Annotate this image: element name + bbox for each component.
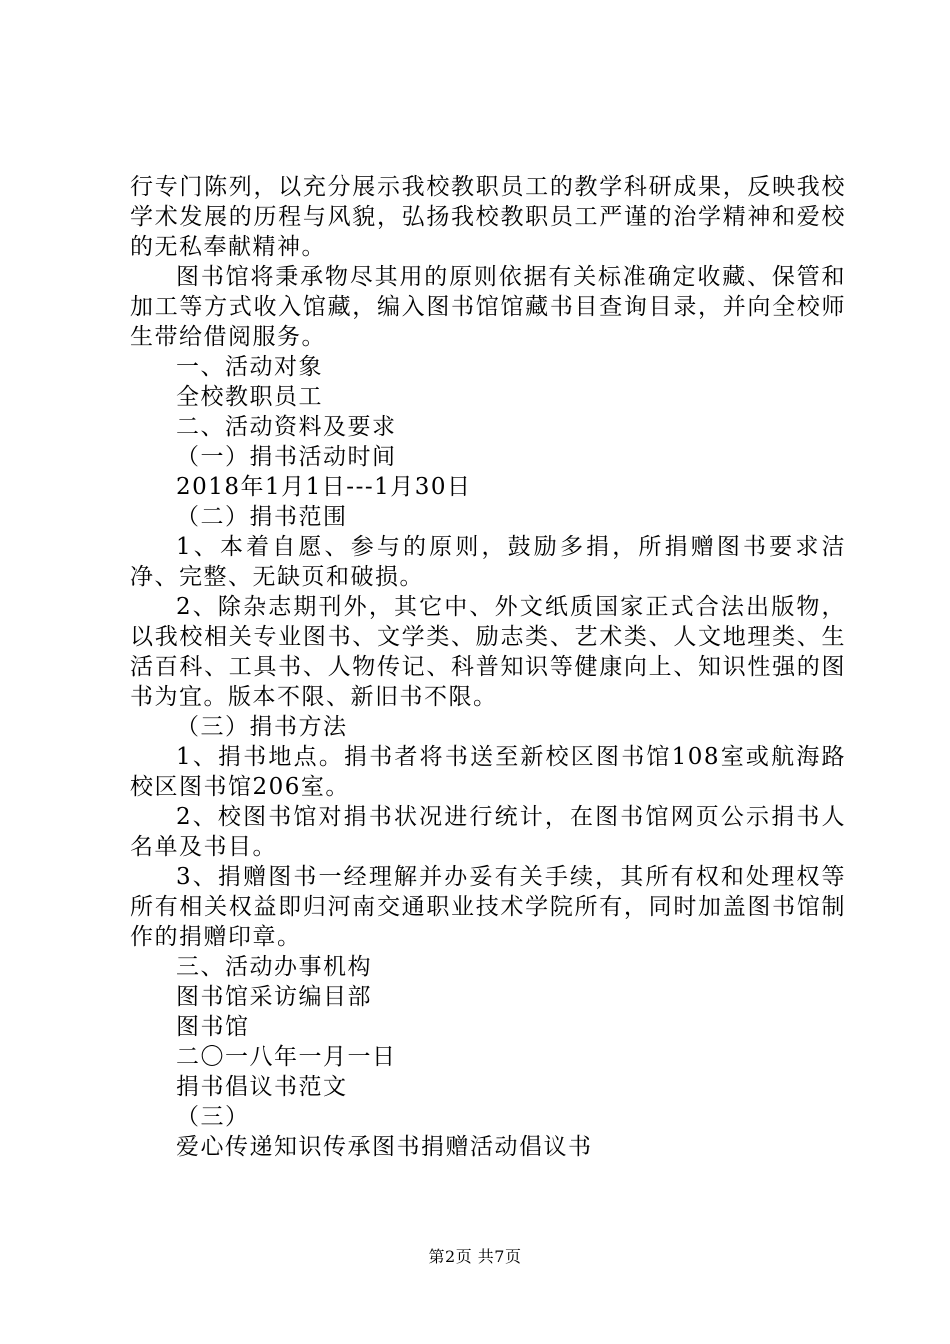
paragraph: 行专门陈列，以充分展示我校教职员工的教学科研成果，反映我校学术发展的历程与风貌，弘扬我校教职员工严谨的治学精神和爱校的无私奉献精神。 — [130, 174, 846, 260]
date-line: 二〇一八年一月一日 — [176, 1044, 397, 1070]
paragraph: 图书馆将秉承物尽其用的原则依据有关标准确定收藏、保管和加工等方式收入馆藏，编入图书馆馆藏书目查询目录，并向全校师生带给借阅服务。 — [130, 264, 846, 350]
section-heading: 三、活动办事机构 — [176, 954, 372, 980]
subsection-heading: （二）捐书范围 — [176, 504, 348, 530]
paragraph: 图书馆 — [176, 1014, 250, 1040]
paragraph: （三） — [176, 1104, 250, 1130]
paragraph: 2018年1月1日---1月30日 — [176, 474, 472, 500]
paragraph: 爱心传递知识传承图书捐赠活动倡议书 — [176, 1134, 593, 1160]
subsection-heading: （一）捐书活动时间 — [176, 444, 397, 470]
paragraph: 2、校图书馆对捐书状况进行统计，在图书馆网页公示捐书人名单及书目。 — [130, 804, 846, 860]
paragraph: 图书馆采访编目部 — [176, 984, 372, 1010]
section-heading: 二、活动资料及要求 — [176, 414, 397, 440]
section-heading: 一、活动对象 — [176, 354, 323, 380]
paragraph: 1、本着自愿、参与的原则，鼓励多捐，所捐赠图书要求洁净、完整、无缺页和破损。 — [130, 534, 846, 590]
subsection-heading: （三）捐书方法 — [176, 714, 348, 740]
paragraph: 3、捐赠图书一经理解并办妥有关手续，其所有权和处理权等所有相关权益即归河南交通职业技术学院所有，同时加盖图书馆制作的捐赠印章。 — [130, 864, 846, 950]
paragraph: 全校教职员工 — [176, 384, 323, 410]
page-footer: 第2页 共7页 — [428, 1247, 522, 1266]
paragraph: 1、捐书地点。捐书者将书送至新校区图书馆108室或航海路校区图书馆206室。 — [130, 744, 846, 800]
paragraph: 2、除杂志期刊外，其它中、外文纸质国家正式合法出版物，以我校相关专业图书、文学类、励志类、艺术类、人文地理类、生活百科、工具书、人物传记、科普知识等健康向上、知识性强的图书为宜。版本不限、新旧书不限。 — [130, 594, 846, 710]
paragraph: 捐书倡议书范文 — [176, 1074, 348, 1100]
document-body — [130, 172, 846, 1162]
